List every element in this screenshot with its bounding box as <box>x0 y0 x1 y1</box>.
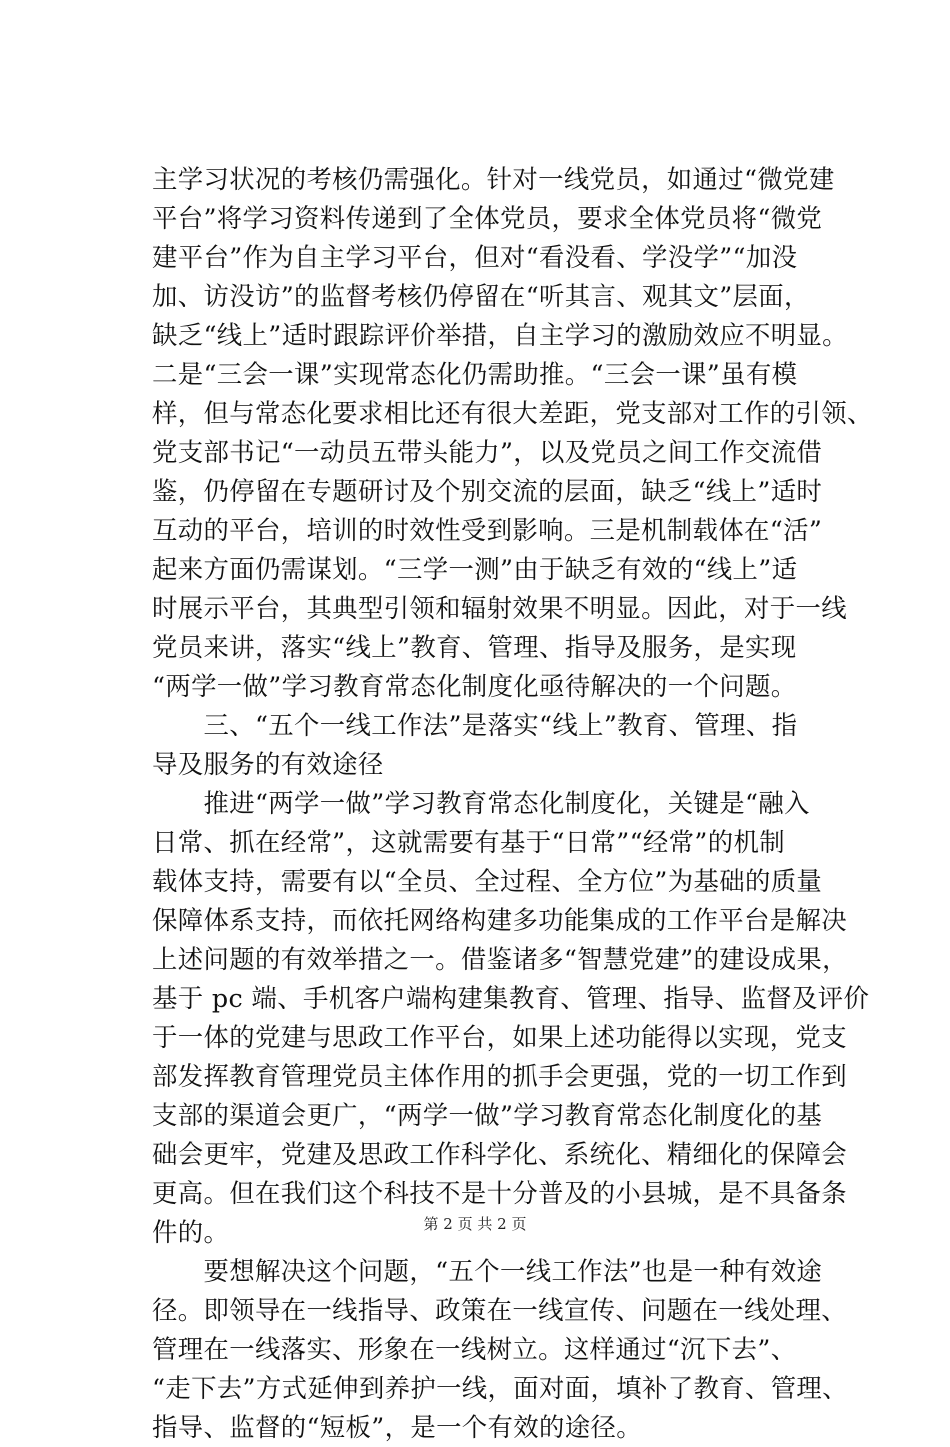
text-line: 更高。但在我们这个科技不是十分普及的小县城，是不具备条 <box>152 1178 847 1208</box>
text-line: 加、访没访”的监督考核仍停留在“听其言、观其文”层面， <box>152 281 810 311</box>
text-line: 于一体的党建与思政工作平台，如果上述功能得以实现，党支 <box>152 1022 847 1052</box>
text-line: 党员来讲，落实“线上”教育、管理、指导及服务，是实现 <box>152 632 797 662</box>
text-line: 件的。 <box>152 1217 230 1247</box>
text-line: 鉴，仍停留在专题研讨及个别交流的层面，缺乏“线上”适时 <box>152 476 823 506</box>
text-line: “两学一做”学习教育常态化制度化亟待解决的一个问题。 <box>152 671 797 701</box>
text-line: 二是“三会一课”实现常态化仍需助推。“三会一课”虽有模 <box>152 359 798 389</box>
text-line: 指导、监督的“短板”，是一个有效的途径。 <box>152 1412 642 1442</box>
document-body <box>152 160 873 1447</box>
page-number-label: 第 2 页 共 2 页 <box>423 1215 527 1233</box>
text-line: 互动的平台，培训的时效性受到影响。三是机制载体在“活” <box>152 515 823 545</box>
text-line: 上述问题的有效举措之一。借鉴诸多“智慧党建”的建设成果， <box>152 944 848 974</box>
text-line: 时展示平台，其典型引领和辐射效果不明显。因此，对于一线 <box>152 593 847 623</box>
text-line: 日常、抓在经常”，这就需要有基于“日常”“经常”的机制 <box>152 827 785 857</box>
text-line: 起来方面仍需谋划。“三学一测”由于缺乏有效的“线上”适 <box>152 554 798 584</box>
text-line: 管理在一线落实、形象在一线树立。这样通过“沉下去”、 <box>152 1334 797 1364</box>
text-line: 主学习状况的考核仍需强化。针对一线党员，如通过“微党建 <box>152 164 835 194</box>
text-line: 基于 pc 端、手机客户端构建集教育、管理、指导、监督及评价 <box>152 983 870 1013</box>
section-heading-line: 导及服务的有效途径 <box>152 749 384 779</box>
section-heading-line: 三、“五个一线工作法”是落实“线上”教育、管理、指 <box>152 710 798 740</box>
text-line: 载体支持，需要有以“全员、全过程、全方位”为基础的质量 <box>152 866 823 896</box>
text-line: 党支部书记“一动员五带头能力”，以及党员之间工作交流借 <box>152 437 823 467</box>
text-line: 样，但与常态化要求相比还有很大差距，党支部对工作的引领、 <box>152 398 873 428</box>
text-line: 要想解决这个问题，“五个一线工作法”也是一种有效途 <box>152 1256 823 1286</box>
text-line: 缺乏“线上”适时跟踪评价举措，自主学习的激励效应不明显。 <box>152 320 848 350</box>
text-line: “走下去”方式延伸到养护一线，面对面，填补了教育、管理、 <box>152 1373 848 1403</box>
text-line: 推进“两学一做”学习教育常态化制度化，关键是“融入 <box>152 788 810 818</box>
text-line: 础会更牢，党建及思政工作科学化、系统化、精细化的保障会 <box>152 1139 847 1169</box>
text-line: 部发挥教育管理党员主体作用的抓手会更强，党的一切工作到 <box>152 1061 847 1091</box>
text-line: 支部的渠道会更广，“两学一做”学习教育常态化制度化的基 <box>152 1100 823 1130</box>
page-footer <box>0 1213 950 1234</box>
text-line: 保障体系支持，而依托网络构建多功能集成的工作平台是解决 <box>152 905 847 935</box>
text-line: 建平台”作为自主学习平台，但对“看没看、学没学”“加没 <box>152 242 798 272</box>
text-line: 平台”将学习资料传递到了全体党员，要求全体党员将“微党 <box>152 203 823 233</box>
text-line: 径。即领导在一线指导、政策在一线宣传、问题在一线处理、 <box>152 1295 847 1325</box>
